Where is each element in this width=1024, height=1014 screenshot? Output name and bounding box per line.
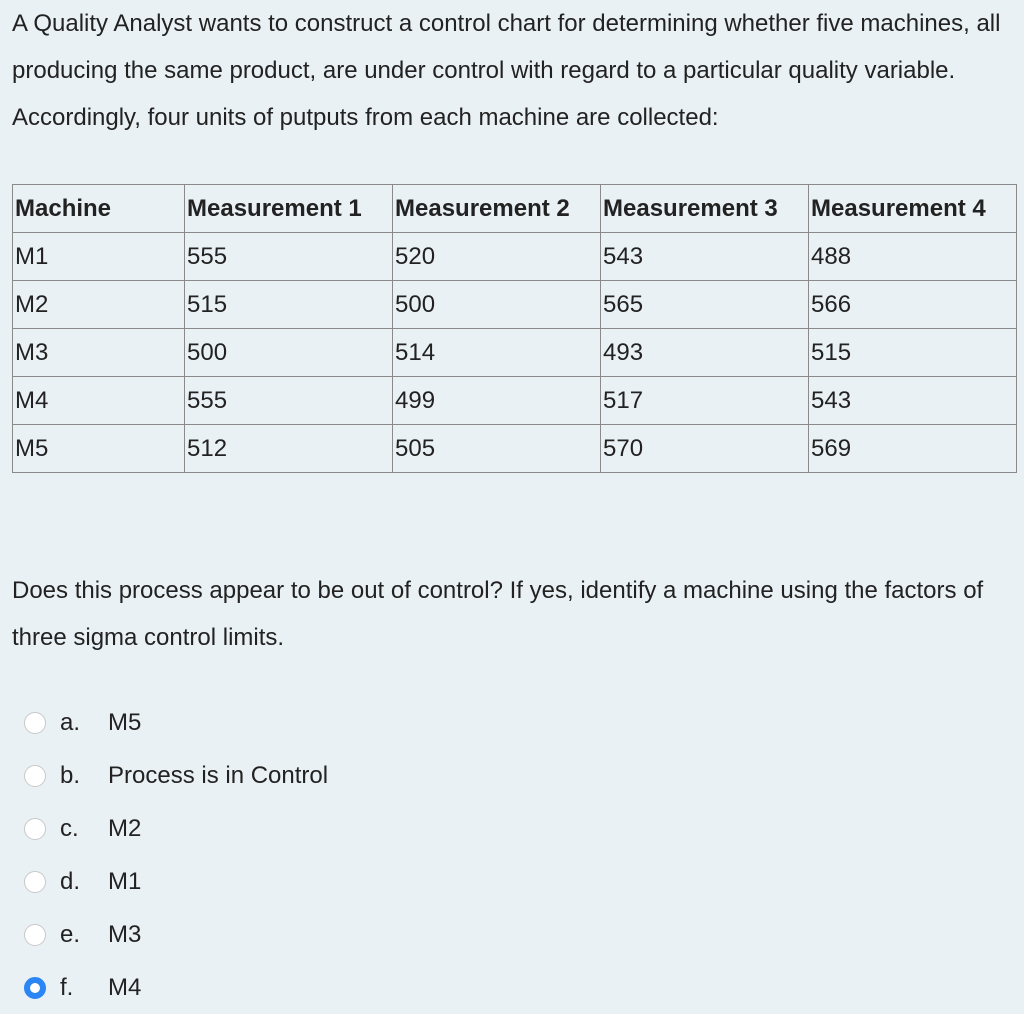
header-measurement-3: Measurement 3 bbox=[601, 185, 809, 233]
cell-machine: M2 bbox=[13, 281, 185, 329]
radio-button-a[interactable] bbox=[24, 712, 46, 734]
cell-machine: M1 bbox=[13, 233, 185, 281]
option-label: M2 bbox=[108, 814, 142, 842]
cell-measurement: 570 bbox=[601, 425, 809, 473]
cell-measurement: 493 bbox=[601, 329, 809, 377]
cell-measurement: 566 bbox=[809, 281, 1017, 329]
option-letter: c. bbox=[60, 814, 79, 842]
cell-machine: M4 bbox=[13, 377, 185, 425]
radio-button-d[interactable] bbox=[24, 871, 46, 893]
cell-measurement: 512 bbox=[185, 425, 393, 473]
cell-measurement: 500 bbox=[393, 281, 601, 329]
option-label: M4 bbox=[108, 973, 142, 1001]
cell-measurement: 565 bbox=[601, 281, 809, 329]
cell-machine: M5 bbox=[13, 425, 185, 473]
question-intro: A Quality Analyst wants to construct a control chart for determining whether five machines, all producing the same product, are under control with regard to a particular quality variable. Accordingly, four units of putputs from each machine are collected: bbox=[12, 10, 1001, 131]
option-a[interactable] bbox=[24, 696, 328, 749]
cell-measurement: 500 bbox=[185, 329, 393, 377]
option-b[interactable] bbox=[24, 749, 328, 802]
question-text: Does this process appear to be out of control? If yes, identify a machine using the factors of three sigma control limits. bbox=[12, 577, 984, 651]
header-measurement-4: Measurement 4 bbox=[809, 185, 1017, 233]
radio-button-e[interactable] bbox=[24, 924, 46, 946]
option-letter: b. bbox=[60, 761, 81, 789]
cell-machine: M3 bbox=[13, 329, 185, 377]
cell-measurement: 543 bbox=[809, 377, 1017, 425]
radio-button-f-selected[interactable] bbox=[24, 977, 46, 999]
cell-measurement: 515 bbox=[185, 281, 393, 329]
option-letter: e. bbox=[60, 920, 81, 948]
option-letter: f. bbox=[60, 973, 74, 1001]
option-label: M1 bbox=[108, 867, 142, 895]
cell-measurement: 515 bbox=[809, 329, 1017, 377]
option-f[interactable] bbox=[24, 961, 328, 1014]
header-measurement-1: Measurement 1 bbox=[185, 185, 393, 233]
table-row bbox=[13, 233, 1017, 281]
option-label: M5 bbox=[108, 708, 142, 736]
cell-measurement: 555 bbox=[185, 233, 393, 281]
cell-measurement: 514 bbox=[393, 329, 601, 377]
radio-button-b[interactable] bbox=[24, 765, 46, 787]
option-e[interactable] bbox=[24, 908, 328, 961]
table-row bbox=[13, 377, 1017, 425]
table-row bbox=[13, 281, 1017, 329]
header-measurement-2: Measurement 2 bbox=[393, 185, 601, 233]
option-letter: a. bbox=[60, 708, 81, 736]
option-d[interactable] bbox=[24, 855, 328, 908]
cell-measurement: 517 bbox=[601, 377, 809, 425]
cell-measurement: 520 bbox=[393, 233, 601, 281]
option-letter: d. bbox=[60, 867, 81, 895]
option-label: M3 bbox=[108, 920, 142, 948]
cell-measurement: 488 bbox=[809, 233, 1017, 281]
cell-measurement: 499 bbox=[393, 377, 601, 425]
measurement-table bbox=[12, 184, 1017, 473]
cell-measurement: 505 bbox=[393, 425, 601, 473]
option-c[interactable] bbox=[24, 802, 328, 855]
table-header-row bbox=[13, 185, 1017, 233]
radio-button-c[interactable] bbox=[24, 818, 46, 840]
table-row bbox=[13, 329, 1017, 377]
header-machine: Machine bbox=[13, 185, 185, 233]
cell-measurement: 569 bbox=[809, 425, 1017, 473]
cell-measurement: 543 bbox=[601, 233, 809, 281]
cell-measurement: 555 bbox=[185, 377, 393, 425]
answer-options bbox=[24, 696, 328, 1014]
option-label: Process is in Control bbox=[108, 761, 329, 789]
table-row bbox=[13, 425, 1017, 473]
